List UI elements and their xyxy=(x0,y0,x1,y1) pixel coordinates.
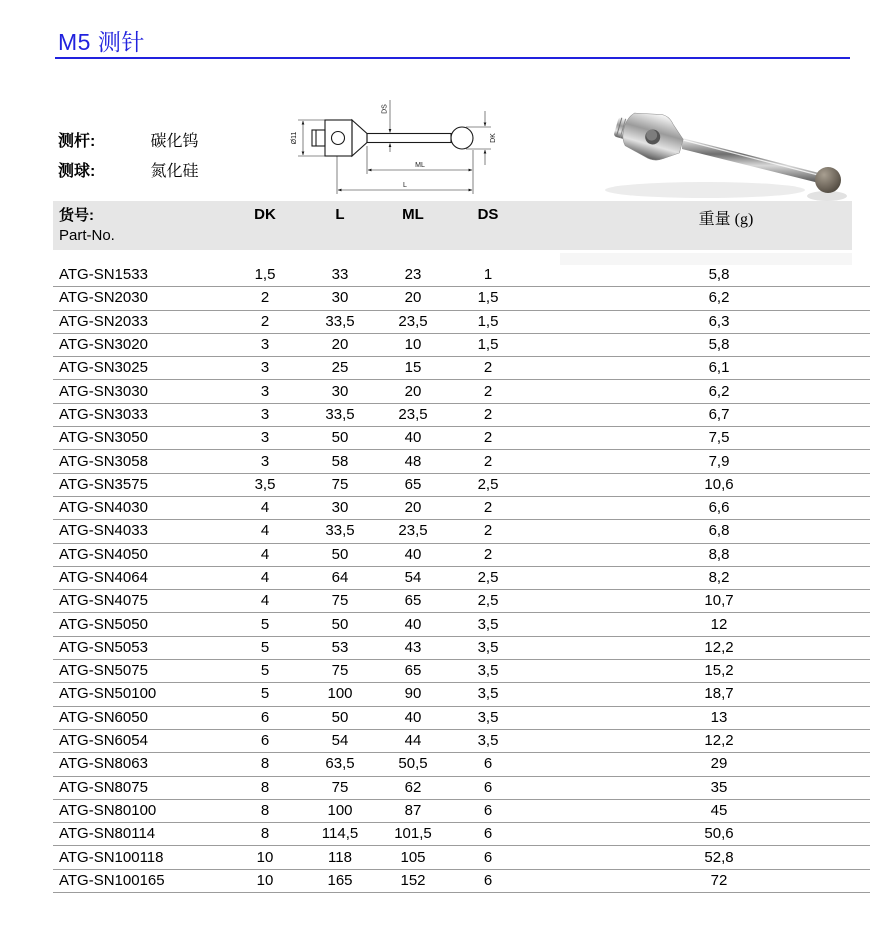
cell-weight: 6,3 xyxy=(708,312,730,330)
table-row xyxy=(53,264,870,287)
cell-ml: 40 xyxy=(404,545,422,563)
table-row xyxy=(53,800,870,823)
cell-weight: 7,5 xyxy=(708,429,730,447)
cell-part-no: ATG-SN5053 xyxy=(59,638,148,656)
cell-weight: 15,2 xyxy=(704,662,734,680)
cell-weight: 6,1 xyxy=(708,359,730,377)
table-body xyxy=(53,264,870,893)
dim-label-l: L xyxy=(403,182,407,189)
material-value-ball: 氮化硅 xyxy=(150,163,199,180)
cell-dk: 3 xyxy=(260,405,270,423)
cell-ds: 3,5 xyxy=(477,685,499,703)
cell-ds: 2 xyxy=(483,382,493,400)
material-value-shaft: 碳化钨 xyxy=(150,133,199,150)
cell-part-no: ATG-SN4030 xyxy=(59,499,148,517)
cell-weight: 52,8 xyxy=(704,848,734,866)
cell-part-no: ATG-SN3575 xyxy=(59,475,148,493)
cell-l: 33,5 xyxy=(325,405,355,423)
cell-weight: 6,2 xyxy=(708,289,730,307)
cell-part-no: ATG-SN4075 xyxy=(59,592,148,610)
cell-weight: 10,6 xyxy=(704,475,734,493)
cell-ds: 2,5 xyxy=(477,592,499,610)
cell-ml: 65 xyxy=(404,475,422,493)
cell-part-no: ATG-SN3050 xyxy=(59,429,148,447)
cell-ml: 65 xyxy=(404,662,422,680)
cell-l: 118 xyxy=(328,848,352,866)
cell-ml: 20 xyxy=(404,289,422,307)
cell-ml: 20 xyxy=(404,499,422,517)
cell-weight: 6,6 xyxy=(708,499,730,517)
cell-dk: 3 xyxy=(260,359,270,377)
dim-label-ml: ML xyxy=(415,162,425,169)
cell-l: 30 xyxy=(331,499,349,517)
cell-weight: 6,7 xyxy=(708,405,730,423)
stylus-outline xyxy=(312,120,473,156)
col-header-part-no-en: Part-No. xyxy=(59,227,115,244)
cell-ds: 3,5 xyxy=(477,615,499,633)
stylus-photo xyxy=(590,88,852,206)
col-header-dk: DK xyxy=(254,206,276,223)
cell-part-no: ATG-SN3030 xyxy=(59,382,148,400)
cell-weight: 8,8 xyxy=(708,545,730,563)
cell-part-no: ATG-SN5075 xyxy=(59,662,148,680)
cell-l: 75 xyxy=(331,778,349,796)
col-header-weight: 重量 (g) xyxy=(698,211,754,228)
cell-l: 100 xyxy=(327,685,353,703)
cell-part-no: ATG-SN80114 xyxy=(59,825,156,843)
cell-part-no: ATG-SN2033 xyxy=(59,312,148,330)
table-row xyxy=(53,683,870,706)
cell-weight: 8,2 xyxy=(708,569,730,586)
cell-ml: 152 xyxy=(400,871,426,889)
cell-dk: 3,5 xyxy=(254,475,276,493)
cell-weight: 7,9 xyxy=(708,452,730,470)
cell-weight: 50,6 xyxy=(704,825,734,843)
cell-dk: 3 xyxy=(260,452,270,470)
cell-weight: 5,8 xyxy=(708,266,730,284)
photo-ball xyxy=(815,167,841,193)
cell-dk: 4 xyxy=(260,545,270,563)
cell-dk: 8 xyxy=(260,755,270,773)
cell-dk: 5 xyxy=(260,685,270,703)
cell-weight: 5,8 xyxy=(708,336,730,354)
cell-ml: 15 xyxy=(404,359,422,377)
cell-ds: 3,5 xyxy=(477,662,499,680)
cell-dk: 6 xyxy=(260,708,270,726)
cell-dk: 4 xyxy=(260,569,270,586)
dim-label-diameter: Ø11 xyxy=(291,131,298,145)
cell-ml: 54 xyxy=(404,569,422,586)
cell-part-no: ATG-SN4064 xyxy=(59,569,148,586)
cell-ml: 40 xyxy=(404,429,422,447)
cell-part-no: ATG-SN6050 xyxy=(59,708,148,726)
cell-ml: 10 xyxy=(404,336,422,354)
cell-l: 58 xyxy=(331,452,349,470)
cell-part-no: ATG-SN4050 xyxy=(59,545,148,563)
cell-ml: 23 xyxy=(404,266,422,284)
cell-dk: 2 xyxy=(260,312,270,330)
cell-l: 75 xyxy=(331,662,349,680)
table-row xyxy=(53,777,870,800)
cell-ds: 6 xyxy=(483,848,493,866)
table-row xyxy=(53,311,870,334)
cell-dk: 4 xyxy=(260,499,270,517)
material-row-shaft xyxy=(58,128,318,154)
cell-ml: 62 xyxy=(404,778,422,796)
cell-l: 30 xyxy=(331,289,349,307)
col-header-l: L xyxy=(335,206,345,223)
cell-part-no: ATG-SN3025 xyxy=(59,359,148,377)
cell-dk: 6 xyxy=(260,732,270,750)
cell-dk: 10 xyxy=(256,848,274,866)
cell-weight: 10,7 xyxy=(704,592,734,610)
cell-l: 165 xyxy=(327,871,353,889)
table-row xyxy=(53,450,870,473)
cell-weight: 45 xyxy=(710,801,728,819)
cell-l: 114,5 xyxy=(321,825,359,843)
cell-ds: 6 xyxy=(483,871,493,889)
table-row xyxy=(53,334,870,357)
table-row xyxy=(53,753,870,776)
cell-ds: 2 xyxy=(483,429,493,447)
cell-l: 33 xyxy=(331,266,349,284)
cell-l: 75 xyxy=(331,475,349,493)
table-row xyxy=(53,357,870,380)
cell-ds: 2 xyxy=(483,452,493,470)
cell-dk: 4 xyxy=(260,522,270,540)
cell-part-no: ATG-SN8063 xyxy=(59,755,148,773)
cell-l: 50 xyxy=(331,429,349,447)
cell-part-no: ATG-SN3020 xyxy=(59,336,148,354)
col-header-part-no-zh: 货号: xyxy=(59,207,94,224)
cell-ds: 2,5 xyxy=(477,475,499,493)
cell-ml: 50,5 xyxy=(398,755,428,773)
cell-ml: 101,5 xyxy=(394,825,432,843)
cell-weight: 6,8 xyxy=(708,522,730,540)
material-label-shaft: 测杆: xyxy=(58,133,96,150)
cell-l: 64 xyxy=(331,569,349,586)
cell-l: 53 xyxy=(331,638,349,656)
table-row xyxy=(53,637,870,660)
cell-weight: 72 xyxy=(710,871,728,889)
col-header-ds: DS xyxy=(477,206,499,223)
photo-shadow xyxy=(605,182,805,198)
cell-ml: 23,5 xyxy=(398,522,428,540)
cell-dk: 8 xyxy=(260,778,270,796)
cell-part-no: ATG-SN3058 xyxy=(59,452,148,470)
table-row xyxy=(53,707,870,730)
table-row xyxy=(53,730,870,753)
table-row xyxy=(53,497,870,520)
cell-ds: 2,5 xyxy=(477,569,499,586)
cell-ml: 43 xyxy=(404,638,422,656)
table-row xyxy=(53,404,870,427)
table-row xyxy=(53,567,870,590)
cell-dk: 10 xyxy=(256,871,274,889)
cell-ds: 1,5 xyxy=(477,312,499,330)
table-row xyxy=(53,544,870,567)
cell-l: 50 xyxy=(331,708,349,726)
cell-ds: 3,5 xyxy=(477,708,499,726)
cell-ds: 6 xyxy=(483,825,493,843)
table-row xyxy=(53,380,870,403)
cell-dk: 4 xyxy=(260,592,270,610)
cell-dk: 3 xyxy=(260,336,270,354)
cell-l: 33,5 xyxy=(325,312,355,330)
cell-part-no: ATG-SN8075 xyxy=(59,778,148,796)
table-row xyxy=(53,474,870,497)
cell-l: 100 xyxy=(327,801,353,819)
cell-l: 50 xyxy=(331,615,349,633)
title-underline xyxy=(55,57,850,59)
cell-l: 54 xyxy=(331,732,349,750)
cell-ml: 44 xyxy=(404,732,422,750)
cell-dk: 3 xyxy=(260,429,270,447)
cell-weight: 6,2 xyxy=(708,382,730,400)
table-row xyxy=(53,590,870,613)
cell-weight: 12,2 xyxy=(704,638,734,656)
col-header-part-no xyxy=(53,206,225,246)
cell-ds: 2 xyxy=(483,499,493,517)
cell-weight: 12,2 xyxy=(704,732,734,750)
cell-ds: 2 xyxy=(483,522,493,540)
cell-part-no: ATG-SN6054 xyxy=(59,732,148,750)
cell-ml: 105 xyxy=(400,848,426,866)
cell-l: 30 xyxy=(331,382,349,400)
cell-l: 50 xyxy=(331,545,349,563)
stylus-dimension-diagram xyxy=(290,90,525,202)
cell-l: 63,5 xyxy=(325,755,355,773)
cell-ml: 48 xyxy=(404,452,422,470)
cell-ds: 3,5 xyxy=(477,638,499,656)
cell-ds: 1 xyxy=(483,266,493,284)
cell-ml: 20 xyxy=(404,382,422,400)
dim-label-dk: DK xyxy=(490,133,497,143)
table-row xyxy=(53,613,870,636)
cell-part-no: ATG-SN4033 xyxy=(59,522,148,540)
cell-ds: 6 xyxy=(483,778,493,796)
col-header-ml: ML xyxy=(402,206,424,223)
cell-weight: 35 xyxy=(710,778,728,796)
cell-dk: 5 xyxy=(260,615,270,633)
material-row-ball xyxy=(58,158,318,184)
cell-ds: 1,5 xyxy=(477,289,499,307)
cell-ml: 65 xyxy=(404,592,422,610)
table-header xyxy=(53,201,852,250)
cell-weight: 29 xyxy=(710,755,728,773)
cell-ml: 23,5 xyxy=(398,312,428,330)
page-title: M5 测针 xyxy=(58,29,145,55)
table-row xyxy=(53,427,870,450)
cell-l: 25 xyxy=(331,359,349,377)
cell-part-no: ATG-SN100165 xyxy=(59,871,165,889)
material-label-ball: 测球: xyxy=(58,163,96,180)
dimension-lines xyxy=(298,100,491,194)
cell-weight: 18,7 xyxy=(704,685,734,703)
cell-dk: 2 xyxy=(260,289,270,307)
cell-l: 75 xyxy=(331,592,349,610)
dim-label-ds: DS xyxy=(381,104,389,114)
cell-ml: 40 xyxy=(404,708,422,726)
cell-ml: 90 xyxy=(404,685,422,703)
cell-dk: 5 xyxy=(260,638,270,656)
cell-ds: 2 xyxy=(483,405,493,423)
cell-part-no: ATG-SN1533 xyxy=(59,266,148,284)
cell-ml: 87 xyxy=(404,801,422,819)
cell-l: 33,5 xyxy=(325,522,355,540)
table-row xyxy=(53,287,870,310)
cell-ds: 2 xyxy=(483,545,493,563)
table-row xyxy=(53,846,870,869)
table-row xyxy=(53,823,870,846)
cell-ds: 3,5 xyxy=(477,732,499,750)
cell-ds: 6 xyxy=(483,755,493,773)
cell-part-no: ATG-SN80100 xyxy=(59,801,157,819)
cell-weight: 12 xyxy=(710,615,728,633)
cell-dk: 1,5 xyxy=(254,266,276,284)
cell-dk: 8 xyxy=(260,825,270,843)
cell-dk: 5 xyxy=(260,662,270,680)
cell-ml: 40 xyxy=(404,615,422,633)
cell-ds: 6 xyxy=(483,801,493,819)
cell-part-no: ATG-SN5050 xyxy=(59,615,148,633)
table-row xyxy=(53,870,870,893)
cell-part-no: ATG-SN2030 xyxy=(59,289,148,307)
cell-part-no: ATG-SN100118 xyxy=(59,848,164,866)
cell-weight: 13 xyxy=(710,708,728,726)
cell-part-no: ATG-SN50100 xyxy=(59,685,157,703)
cell-ds: 2 xyxy=(483,359,493,377)
table-row xyxy=(53,520,870,543)
cell-part-no: ATG-SN3033 xyxy=(59,405,148,423)
cell-dk: 3 xyxy=(260,382,270,400)
cell-ds: 1,5 xyxy=(477,336,499,354)
cell-ml: 23,5 xyxy=(398,405,428,423)
table-row xyxy=(53,660,870,683)
cell-l: 20 xyxy=(331,336,349,354)
cell-dk: 8 xyxy=(260,801,270,819)
photo-body xyxy=(610,103,688,166)
